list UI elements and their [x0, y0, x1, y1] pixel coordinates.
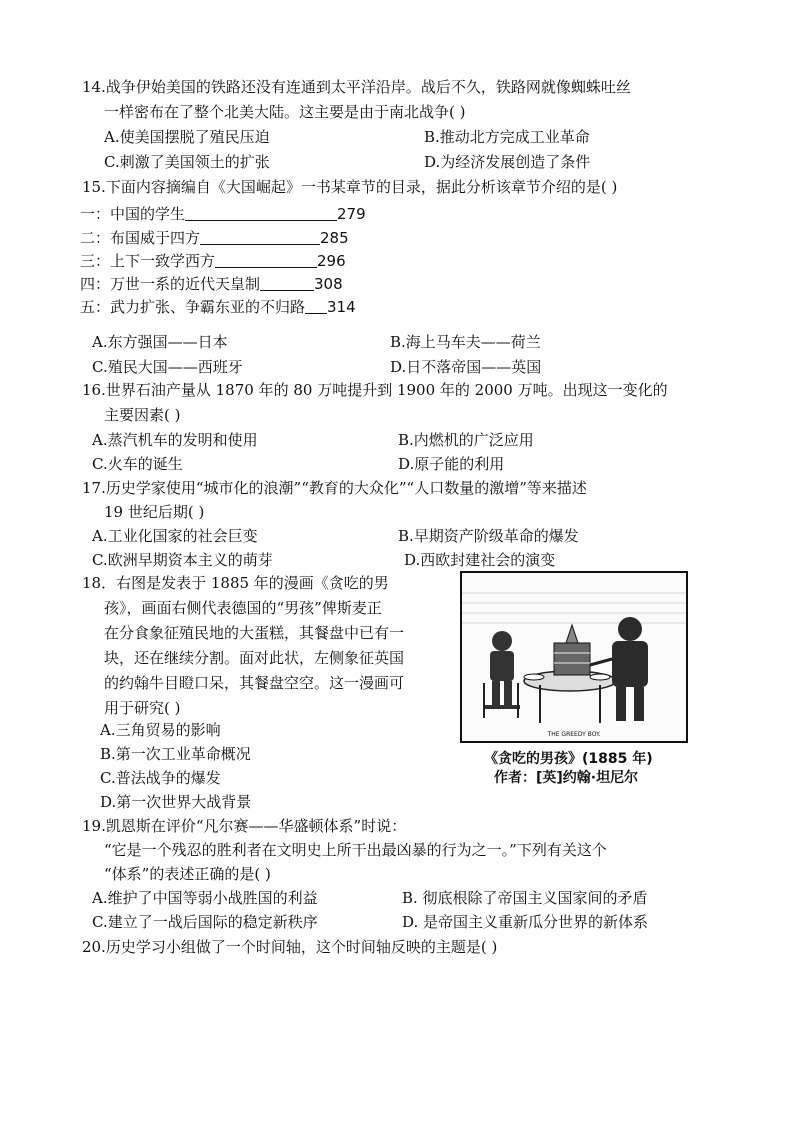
toc-title: 三：上下一致学西方	[80, 252, 216, 270]
greedy-boy-cartoon-image	[460, 571, 688, 743]
toc-leader	[260, 276, 314, 291]
cartoon-label: THE GREEDY BOY.	[547, 731, 601, 738]
toc-title: 五：武力扩张、争霸东亚的不归路	[80, 298, 306, 316]
q18-stem-line5: 的约翰牛目瞪口呆，其餐盘空空。这一漫画可	[104, 674, 405, 692]
cartoon-illustration	[462, 573, 686, 741]
q17-option-a: A.工业化国家的社会巨变	[92, 527, 258, 545]
q18-option-c: C.普法战争的爆发	[100, 769, 221, 787]
q18-stem-line2: 孩》，画面右侧代表德国的“男孩”俾斯麦正	[104, 599, 382, 617]
q19-option-a: A.维护了中国等弱小战胜国的利益	[92, 889, 318, 907]
q18-option-a: A.三角贸易的影响	[100, 721, 221, 739]
q18-option-b: B.第一次工业革命概况	[100, 745, 251, 763]
q16-option-d: D.原子能的利用	[398, 455, 505, 473]
toc-entry	[80, 227, 349, 249]
q18-stem-line6: 用于研究( )	[104, 699, 181, 717]
toc-leader	[200, 230, 320, 245]
toc-page: 314	[327, 298, 356, 316]
toc-entry	[80, 203, 366, 225]
q15-stem: 15.下面内容摘编自《大国崛起》一书某章节的目录，据此分析该章节介绍的是( )	[82, 178, 618, 196]
q14-option-d: D.为经济发展创造了条件	[424, 153, 591, 171]
toc-entry	[80, 273, 343, 295]
q16-stem-line2: 主要因素( )	[104, 406, 181, 424]
cartoon-caption-title: 《贪吃的男孩》(1885 年)	[484, 751, 653, 767]
q18-stem-line1: 18．右图是发表于 1885 年的漫画《贪吃的男	[82, 574, 389, 592]
cartoon-caption-author: 作者：[英]约翰·坦尼尔	[494, 770, 639, 786]
q16-option-a: A.蒸汽机车的发明和使用	[92, 431, 258, 449]
q19-stem-line3: “体系”的表述正确的是( )	[104, 865, 271, 883]
toc-page: 285	[320, 229, 349, 247]
q16-stem-line1: 16.世界石油产量从 1870 年的 80 万吨提升到 1900 年的 2000 万吨。出现这一变化的	[82, 381, 668, 399]
q16-option-c: C.火车的诞生	[92, 455, 183, 473]
q19-stem-line2: “它是一个残忍的胜利者在文明史上所干出最凶暴的行为之一。”下列有关这个	[104, 841, 607, 859]
q15-option-d: D.日不落帝国——英国	[390, 358, 542, 376]
q19-stem-line1: 19.凯恩斯在评价“凡尔赛——华盛顿体系”时说：	[82, 817, 407, 835]
toc-leader	[215, 253, 317, 268]
toc-leader	[305, 299, 327, 314]
q14-option-b: B.推动北方完成工业革命	[424, 128, 590, 146]
toc-page: 308	[314, 275, 343, 293]
q19-option-b: B. 彻底根除了帝国主义国家间的矛盾	[402, 889, 648, 907]
toc-leader	[185, 206, 337, 221]
toc-title: 四：万世一系的近代天皇制	[80, 275, 261, 293]
q14-option-c: C.刺激了美国领土的扩张	[104, 153, 270, 171]
toc-entry	[80, 250, 346, 272]
toc-page: 296	[317, 252, 346, 270]
q19-option-d: D. 是帝国主义重新瓜分世界的新体系	[402, 913, 649, 931]
q18-stem-line4: 块，还在继续分割。面对此状，左侧象征英国	[104, 649, 405, 667]
q14-stem-line2: 一样密布在了整个北美大陆。这主要是由于南北战争( )	[104, 103, 466, 121]
q20-stem: 20.历史学习小组做了一个时间轴，这个时间轴反映的主题是( )	[82, 938, 498, 956]
q17-option-b: B.早期资产阶级革命的爆发	[398, 527, 579, 545]
q14-option-a: A.使美国摆脱了殖民压迫	[104, 128, 270, 146]
toc-entry	[80, 296, 356, 318]
q19-option-c: C.建立了一战后国际的稳定新秩序	[92, 913, 318, 931]
toc-page: 279	[337, 205, 366, 223]
q18-option-d: D.第一次世界大战背景	[100, 793, 252, 811]
q16-option-b: B.内燃机的广泛应用	[398, 431, 534, 449]
q15-option-c: C.殖民大国——西班牙	[92, 358, 243, 376]
toc-title: 一：中国的学生	[80, 205, 186, 223]
toc-title: 二：布国威于四方	[80, 229, 201, 247]
q14-stem-line1: 14.战争伊始美国的铁路还没有连通到太平洋沿岸。战后不久，铁路网就像蜘蛛吐丝	[82, 78, 631, 96]
q17-option-c: C.欧洲早期资本主义的萌芽	[92, 551, 273, 569]
q17-stem-line1: 17.历史学家使用“城市化的浪潮”“教育的大众化”“人口数量的激增”等来描述	[82, 479, 587, 497]
q17-stem-line2: 19 世纪后期( )	[104, 503, 205, 521]
q18-stem-line3: 在分食象征殖民地的大蛋糕，其餐盘中已有一	[104, 624, 405, 642]
q17-option-d: D.西欧封建社会的演变	[404, 551, 556, 569]
q15-option-b: B.海上马车夫——荷兰	[390, 333, 541, 351]
q15-option-a: A.东方强国——日本	[92, 333, 228, 351]
